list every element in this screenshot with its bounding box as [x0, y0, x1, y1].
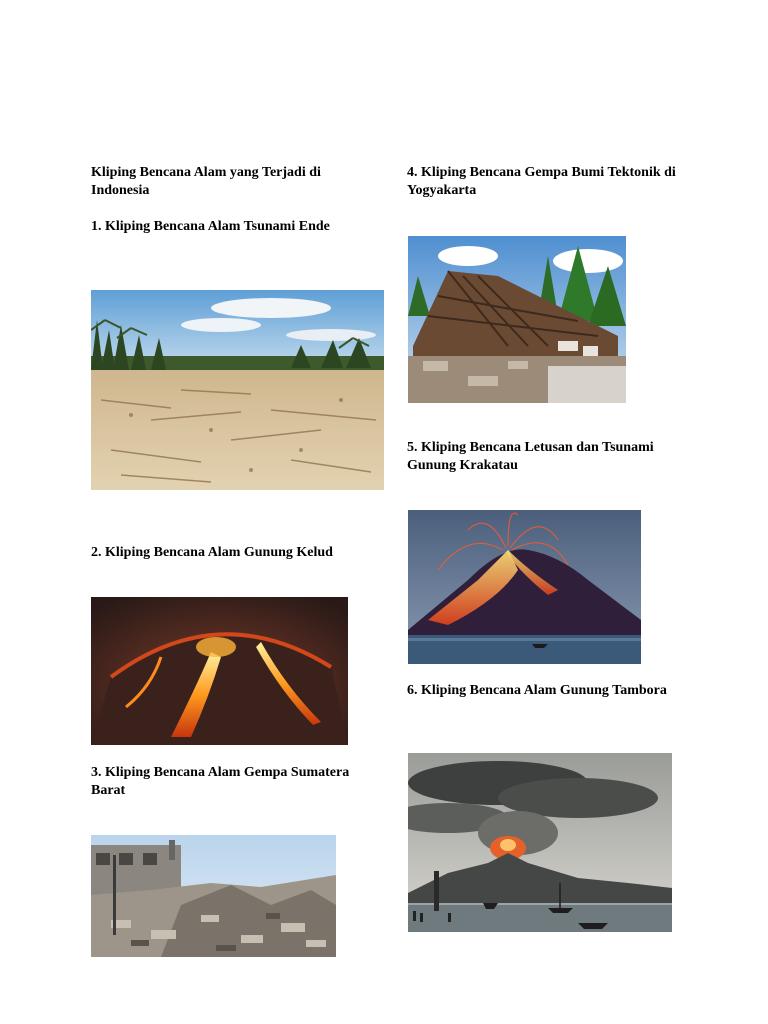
gempa-yogyakarta-photo — [408, 236, 626, 403]
gunung-kelud-photo — [91, 597, 348, 745]
tsunami-ende-photo — [91, 290, 384, 490]
item-title-1: 1. Kliping Bencana Alam Tsunami Ende — [91, 219, 330, 234]
item-title-4: 4. Kliping Bencana Gempa Bumi Tektonik di Yogyakarta — [407, 165, 676, 198]
item-title-2: 2. Kliping Bencana Alam Gunung Kelud — [91, 545, 333, 560]
item-title-3: 3. Kliping Bencana Alam Gempa Sumatera Barat — [91, 765, 350, 798]
tambora-painting — [408, 753, 672, 932]
item-title-5: 5. Kliping Bencana Letusan dan Tsunami Gunung Krakatau — [407, 440, 654, 473]
krakatau-photo — [408, 510, 641, 664]
document-heading: Kliping Bencana Alam yang Terjadi di Indonesia — [91, 165, 321, 198]
gempa-sumatera-barat-photo — [91, 835, 336, 957]
item-title-6: 6. Kliping Bencana Alam Gunung Tambora — [407, 683, 667, 698]
